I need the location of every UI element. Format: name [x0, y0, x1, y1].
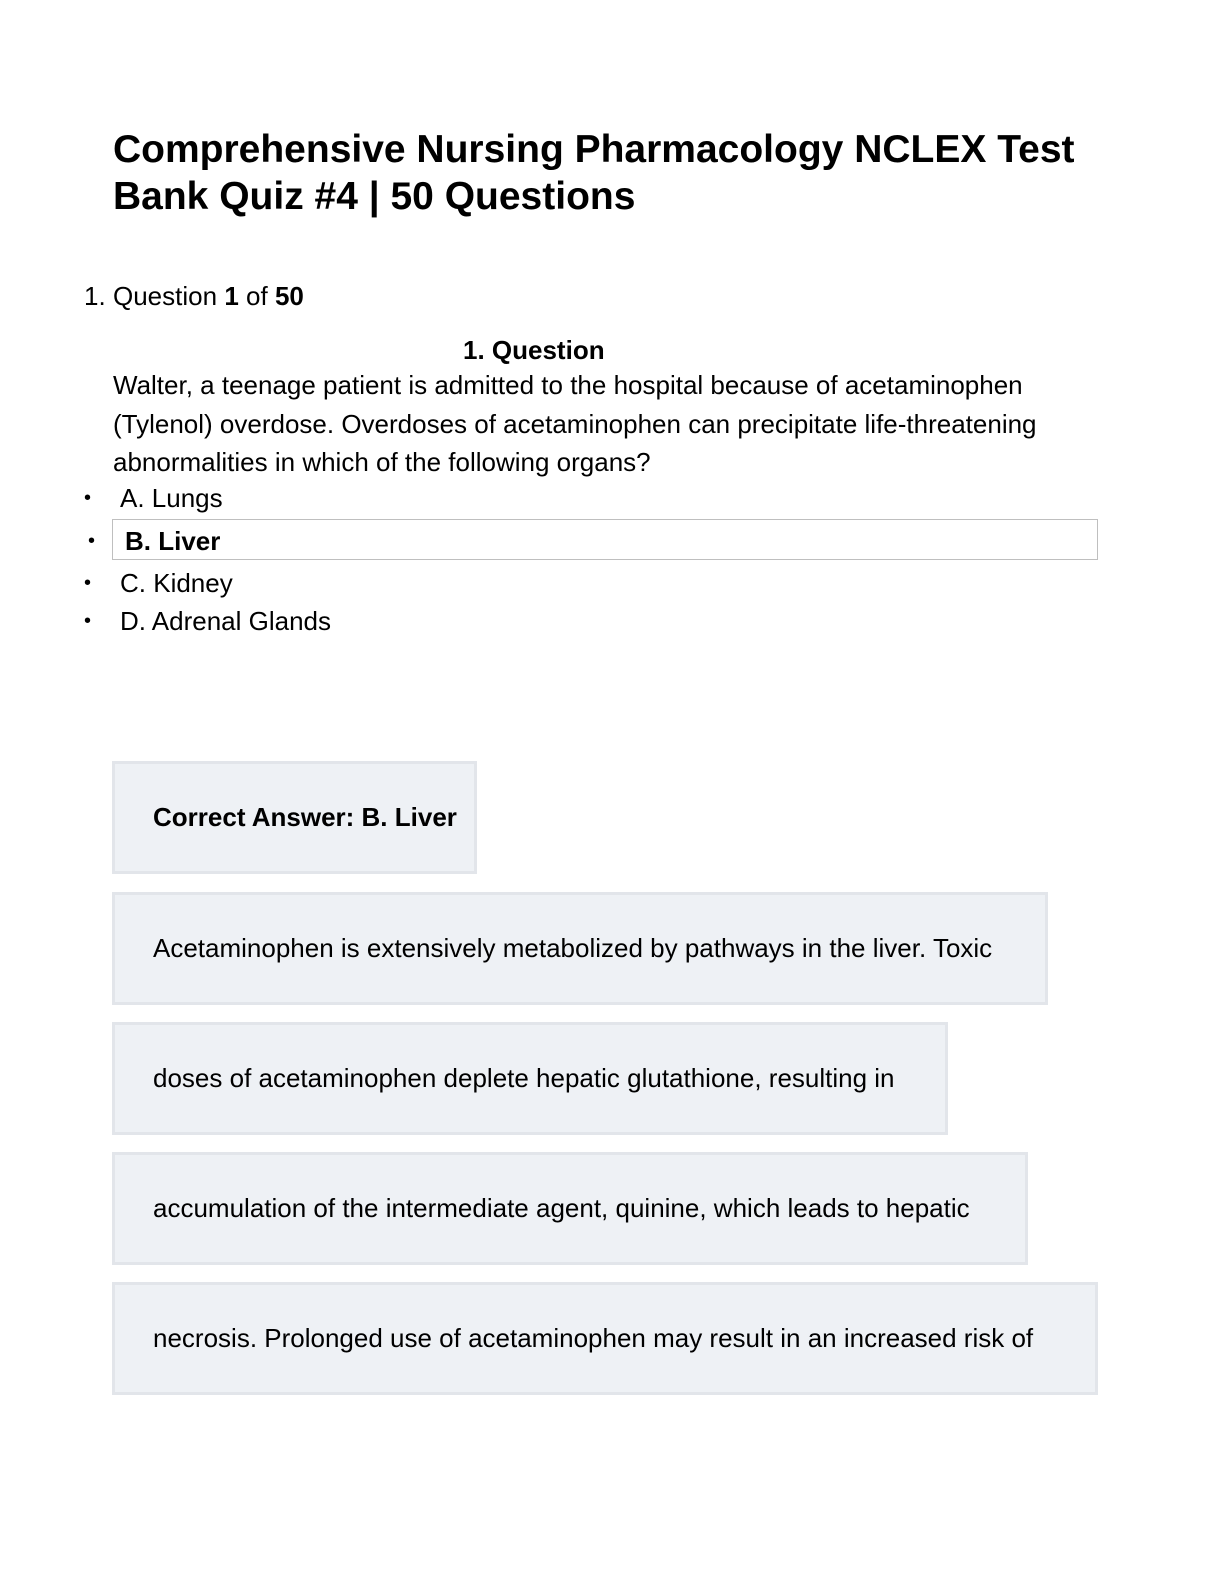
option-label: A. Lungs [120, 483, 223, 513]
counter-prefix: Question [113, 281, 218, 311]
bullet-icon: • [84, 572, 92, 594]
option-a[interactable] [84, 482, 223, 514]
explanation-panel [112, 1022, 948, 1135]
explanation-line: accumulation of the intermediate agent, quinine, which leads to hepatic [153, 1193, 970, 1223]
page-title: Comprehensive Nursing Pharmacology NCLEX Test Bank Quiz #4 | 50 Questions [113, 128, 1075, 218]
question-counter [84, 280, 304, 312]
list-number: 1. [84, 281, 106, 311]
option-b-selected[interactable] [112, 519, 1098, 560]
explanation-line: doses of acetaminophen deplete hepatic glutathione, resulting in [153, 1063, 895, 1093]
explanation-line: Acetaminophen is extensively metabolized by pathways in the liver. Toxic [153, 933, 993, 963]
explanation-line: necrosis. Prolonged use of acetaminophen may result in an increased risk of [153, 1323, 1034, 1353]
current-question-number: 1 [224, 281, 239, 311]
option-d[interactable] [84, 605, 331, 637]
option-label: C. Kidney [120, 568, 233, 598]
bullet-icon: • [88, 530, 96, 552]
bullet-icon: • [84, 487, 92, 509]
total-questions: 50 [274, 281, 304, 311]
explanation-panel [112, 1282, 1098, 1395]
correct-answer-text: Correct Answer: B. Liver [153, 802, 457, 832]
correct-answer-panel [112, 761, 477, 874]
option-label: B. Liver [125, 526, 221, 556]
question-heading: 1. Question [463, 335, 605, 365]
option-label: D. Adrenal Glands [120, 606, 332, 636]
bullet-icon: • [84, 610, 92, 632]
option-c[interactable] [84, 567, 233, 599]
counter-of-label: of [246, 281, 268, 311]
explanation-panel [112, 892, 1048, 1005]
question-text: Walter, a teenage patient is admitted to the hospital because of acetaminophen (Tylenol) overdose. Overdoses of acetaminophen can precipitate life-threatening abnormalities in which of the following organs? [113, 370, 1037, 477]
explanation-panel [112, 1152, 1028, 1265]
